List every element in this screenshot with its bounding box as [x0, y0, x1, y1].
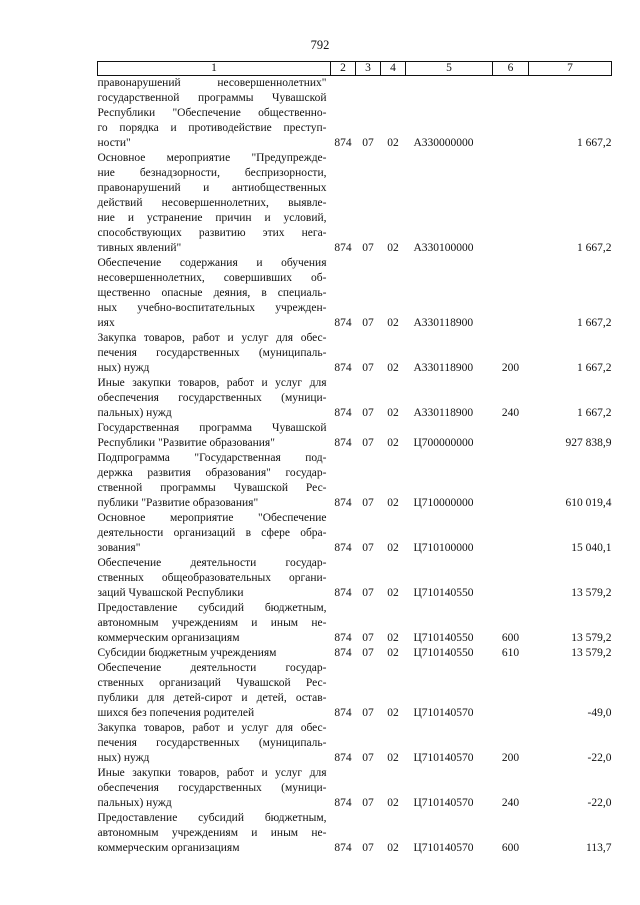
- column-header: 1: [98, 62, 331, 76]
- column-header: 5: [406, 62, 493, 76]
- row-name-line: публики для детей-сирот и детей, остав-: [97, 692, 327, 704]
- row-name-line: автономным учреждениям и иным не-: [97, 827, 327, 839]
- target-article-cell: Ц700000000: [413, 437, 474, 449]
- expense-type-cell: [493, 661, 529, 721]
- expense-type-cell: [493, 151, 529, 256]
- section-cell: 07: [362, 362, 374, 374]
- table-row: [98, 376, 612, 421]
- table-row: [98, 421, 612, 451]
- target-article-cell: Ц710000000: [413, 497, 474, 509]
- row-name-line: Республики "Развитие образования": [97, 437, 275, 449]
- section-cell: 07: [362, 542, 374, 554]
- row-name-line: Закупка товаров, работ и услуг для обес-: [97, 332, 327, 344]
- row-name-line: иях: [97, 317, 115, 329]
- amount-cell: 610 019,4: [565, 497, 612, 509]
- expense-type-cell: 240: [501, 407, 520, 419]
- column-header: 3: [356, 62, 381, 76]
- row-name-line: ние безнадзорности, беспризорности,: [97, 167, 327, 179]
- row-name-line: Обеспечение деятельности государ-: [97, 557, 327, 569]
- section-cell: 07: [362, 437, 374, 449]
- section-cell: 07: [362, 587, 374, 599]
- row-name-line: действий несовершеннолетних, выявле-: [97, 197, 327, 209]
- row-name-line: коммерческим организациям: [97, 632, 240, 644]
- budget-table: [97, 61, 612, 856]
- row-name-line: ственных организаций Чувашской Рес-: [97, 677, 327, 689]
- expense-type-cell: 200: [501, 362, 520, 374]
- row-name-line: публики "Развитие образования": [97, 497, 259, 509]
- row-name-line: ственных общеобразовательных органи-: [97, 572, 327, 584]
- table-row: [98, 811, 612, 856]
- subsection-cell: 02: [387, 542, 399, 554]
- expense-type-cell: 610: [501, 647, 520, 659]
- expense-type-cell: 600: [501, 842, 520, 854]
- row-name: [98, 511, 331, 556]
- section-cell: 07: [362, 242, 374, 254]
- subsection-cell: 02: [387, 407, 399, 419]
- section-cell: 07: [362, 842, 374, 854]
- target-article-cell: Ц710140550: [413, 632, 474, 644]
- table-row: [98, 766, 612, 811]
- amount-cell: -22,0: [587, 797, 612, 809]
- row-name-line: печения государственных (муниципаль-: [97, 347, 327, 359]
- row-name-line: Основное мероприятие "Обеспечение: [97, 512, 327, 524]
- amount-cell: 1 667,2: [577, 242, 612, 254]
- row-name-line: Обеспечение деятельности государ-: [97, 662, 327, 674]
- table-row: [98, 721, 612, 766]
- admin-code-cell: 874: [334, 437, 352, 449]
- admin-code-cell: 874: [334, 137, 352, 149]
- row-name: [98, 661, 331, 721]
- row-name-line: ности": [97, 137, 131, 149]
- row-name: [98, 646, 331, 661]
- subsection-cell: 02: [387, 632, 399, 644]
- subsection-cell: 02: [387, 587, 399, 599]
- admin-code-cell: 874: [334, 497, 352, 509]
- section-cell: 07: [362, 317, 374, 329]
- table-row: [98, 76, 612, 152]
- row-name-line: ственной программы Чувашской Рес-: [97, 482, 327, 494]
- row-name: [98, 811, 331, 856]
- table-row: [98, 151, 612, 256]
- amount-cell: 13 579,2: [571, 632, 612, 644]
- admin-code-cell: 874: [334, 317, 352, 329]
- row-name: [98, 76, 331, 152]
- row-name-line: шихся без попечения родителей: [97, 707, 255, 719]
- table-body: [98, 76, 612, 857]
- expense-type-cell: 600: [501, 632, 520, 644]
- row-name: [98, 766, 331, 811]
- table-row: [98, 331, 612, 376]
- amount-cell: 1 667,2: [577, 362, 612, 374]
- target-article-cell: Ц710140570: [413, 842, 474, 854]
- amount-cell: 1 667,2: [577, 407, 612, 419]
- row-name-line: пальных) нужд: [97, 797, 172, 809]
- amount-cell: 15 040,1: [571, 542, 612, 554]
- target-article-cell: A330100000: [413, 242, 474, 254]
- target-article-cell: Ц710140550: [413, 587, 474, 599]
- target-article-cell: Ц710100000: [413, 542, 474, 554]
- subsection-cell: 02: [387, 437, 399, 449]
- section-cell: 07: [362, 632, 374, 644]
- subsection-cell: 02: [387, 137, 399, 149]
- admin-code-cell: 874: [334, 407, 352, 419]
- admin-code-cell: 874: [334, 842, 352, 854]
- subsection-cell: 02: [387, 752, 399, 764]
- row-name-line: обеспечения государственных (муници-: [97, 782, 327, 794]
- expense-type-cell: [493, 76, 529, 152]
- row-name-line: государственной программы Чувашской: [97, 92, 327, 104]
- section-cell: 07: [362, 407, 374, 419]
- row-name-line: Закупка товаров, работ и услуг для обес-: [97, 722, 327, 734]
- table-header: [98, 62, 612, 76]
- section-cell: 07: [362, 497, 374, 509]
- row-name-line: Иные закупки товаров, работ и услуг для: [97, 767, 327, 779]
- expense-type-cell: [493, 556, 529, 601]
- column-header: 4: [381, 62, 406, 76]
- row-name-line: правонарушений и антиобщественных: [97, 182, 327, 194]
- amount-cell: 113,7: [586, 842, 612, 854]
- admin-code-cell: 874: [334, 587, 352, 599]
- row-name: [98, 151, 331, 256]
- row-name-line: обеспечения государственных (муници-: [97, 392, 327, 404]
- row-name-line: Государственная программа Чувашской: [97, 422, 327, 434]
- admin-code-cell: 874: [334, 362, 352, 374]
- target-article-cell: A330118900: [413, 362, 474, 374]
- row-name-line: тивных явлений": [97, 242, 182, 254]
- section-cell: 07: [362, 137, 374, 149]
- target-article-cell: Ц710140570: [413, 752, 474, 764]
- row-name: [98, 421, 331, 451]
- row-name-line: Предоставление субсидий бюджетным,: [97, 602, 327, 614]
- column-header: 6: [493, 62, 529, 76]
- admin-code-cell: 874: [334, 707, 352, 719]
- row-name-line: правонарушений несовершеннолетних": [97, 77, 327, 89]
- target-article-cell: Ц710140570: [413, 797, 474, 809]
- target-article-cell: Ц710140550: [413, 647, 474, 659]
- amount-cell: 927 838,9: [565, 437, 612, 449]
- target-article-cell: Ц710140570: [413, 707, 474, 719]
- row-name-line: Субсидии бюджетным учреждениям: [97, 647, 277, 659]
- amount-cell: 1 667,2: [577, 137, 612, 149]
- row-name: [98, 601, 331, 646]
- expense-type-cell: [493, 421, 529, 451]
- header-row: [98, 62, 612, 76]
- page-number: 792: [310, 38, 330, 52]
- row-name-line: Предоставление субсидий бюджетным,: [97, 812, 327, 824]
- section-cell: 07: [362, 752, 374, 764]
- row-name-line: го порядка и противодействие преступ-: [97, 122, 327, 134]
- table-row: [98, 256, 612, 331]
- section-cell: 07: [362, 797, 374, 809]
- target-article-cell: A330000000: [413, 137, 474, 149]
- row-name: [98, 256, 331, 331]
- row-name-line: Подпрограмма "Государственная под-: [97, 452, 327, 464]
- expense-type-cell: [493, 511, 529, 556]
- expense-type-cell: [493, 256, 529, 331]
- section-cell: 07: [362, 707, 374, 719]
- row-name-line: печения государственных (муниципаль-: [97, 737, 327, 749]
- row-name: [98, 331, 331, 376]
- amount-cell: 1 667,2: [577, 317, 612, 329]
- target-article-cell: A330118900: [413, 407, 474, 419]
- amount-cell: 13 579,2: [571, 647, 612, 659]
- admin-code-cell: 874: [334, 242, 352, 254]
- table-row: [98, 556, 612, 601]
- row-name: [98, 721, 331, 766]
- expense-type-cell: [493, 451, 529, 511]
- expense-type-cell: 200: [501, 752, 520, 764]
- table-row: [98, 451, 612, 511]
- column-header: 2: [331, 62, 356, 76]
- amount-cell: -22,0: [587, 752, 612, 764]
- subsection-cell: 02: [387, 797, 399, 809]
- row-name-line: коммерческим организациям: [97, 842, 240, 854]
- admin-code-cell: 874: [334, 647, 352, 659]
- row-name-line: Иные закупки товаров, работ и услуг для: [97, 377, 327, 389]
- row-name-line: Обеспечение содержания и обучения: [97, 257, 327, 269]
- subsection-cell: 02: [387, 647, 399, 659]
- subsection-cell: 02: [387, 707, 399, 719]
- amount-cell: -49,0: [587, 707, 612, 719]
- row-name-line: щественно опасные деяния, в специаль-: [97, 287, 327, 299]
- row-name: [98, 556, 331, 601]
- row-name-line: зования": [97, 542, 141, 554]
- table-row: [98, 646, 612, 661]
- row-name-line: пальных) нужд: [97, 407, 172, 419]
- row-name: [98, 376, 331, 421]
- section-cell: 07: [362, 647, 374, 659]
- row-name-line: деятельности организаций в сфере обра-: [97, 527, 327, 539]
- row-name-line: ние и устранение причин и условий,: [97, 212, 327, 224]
- subsection-cell: 02: [387, 362, 399, 374]
- row-name-line: держка развития образования" государ-: [97, 467, 327, 479]
- row-name-line: несовершеннолетних, совершивших об-: [97, 272, 327, 284]
- subsection-cell: 02: [387, 242, 399, 254]
- amount-cell: 13 579,2: [571, 587, 612, 599]
- expense-type-cell: 240: [501, 797, 520, 809]
- row-name-line: ных учебно-воспитательных учрежден-: [97, 302, 327, 314]
- table-row: [98, 601, 612, 646]
- row-name: [98, 451, 331, 511]
- admin-code-cell: 874: [334, 752, 352, 764]
- row-name-line: ных) нужд: [97, 362, 150, 374]
- row-name-line: автономным учреждениям и иным не-: [97, 617, 327, 629]
- admin-code-cell: 874: [334, 542, 352, 554]
- subsection-cell: 02: [387, 497, 399, 509]
- row-name-line: заций Чувашской Республики: [97, 587, 244, 599]
- table-row: [98, 511, 612, 556]
- table-row: [98, 661, 612, 721]
- admin-code-cell: 874: [334, 632, 352, 644]
- subsection-cell: 02: [387, 842, 399, 854]
- row-name-line: ных) нужд: [97, 752, 150, 764]
- target-article-cell: A330118900: [413, 317, 474, 329]
- column-header: 7: [529, 62, 612, 76]
- row-name-line: способствующих развитию этих нега-: [97, 227, 327, 239]
- row-name-line: Основное мероприятие "Предупрежде-: [97, 152, 327, 164]
- row-name-line: Республики "Обеспечение общественно-: [97, 107, 327, 119]
- subsection-cell: 02: [387, 317, 399, 329]
- admin-code-cell: 874: [334, 797, 352, 809]
